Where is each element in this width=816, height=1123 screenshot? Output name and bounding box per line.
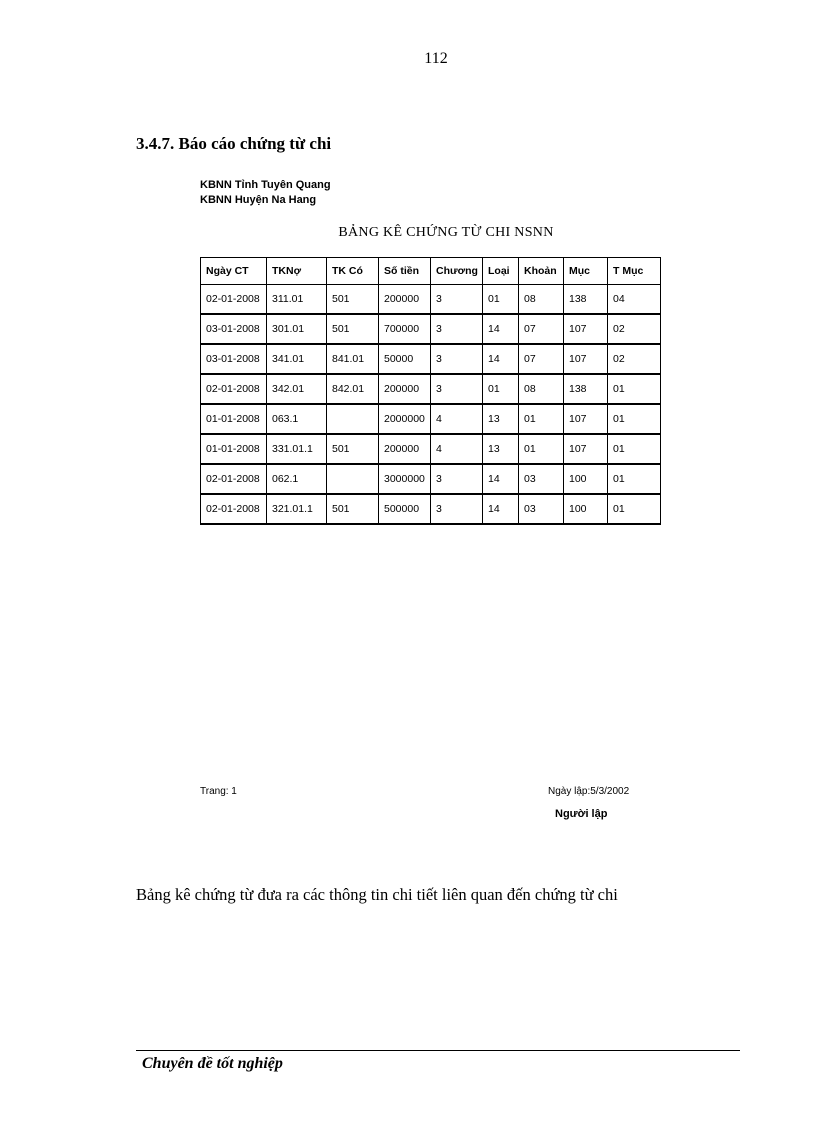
table-cell: 07 — [519, 314, 564, 344]
table-cell: 4 — [431, 434, 483, 464]
table-cell: 01 — [483, 374, 519, 404]
table-cell: 138 — [564, 374, 608, 404]
table-cell: 501 — [327, 285, 379, 315]
table-row — [201, 494, 661, 524]
table-row — [201, 285, 661, 315]
table-cell: 01 — [483, 285, 519, 315]
column-header: Chương — [431, 258, 483, 285]
column-header: Mục — [564, 258, 608, 285]
table-cell: 138 — [564, 285, 608, 315]
table-cell: 01 — [608, 464, 661, 494]
footer-text: Chuyên đề tốt nghiệp — [142, 1055, 283, 1072]
table-cell: 04 — [608, 285, 661, 315]
table-cell: 01-01-2008 — [201, 404, 267, 434]
table-cell: 841.01 — [327, 344, 379, 374]
table-cell: 02-01-2008 — [201, 494, 267, 524]
column-header: Khoản — [519, 258, 564, 285]
table-row — [201, 434, 661, 464]
table-row — [201, 314, 661, 344]
table-row — [201, 374, 661, 404]
column-header: TK Có — [327, 258, 379, 285]
table-cell: 3 — [431, 314, 483, 344]
column-header: Số tiền — [379, 258, 431, 285]
table-cell: 321.01.1 — [267, 494, 327, 524]
table-cell: 08 — [519, 374, 564, 404]
table-cell: 062.1 — [267, 464, 327, 494]
column-header: TKNợ — [267, 258, 327, 285]
page-label: Trang: 1 — [200, 786, 237, 797]
report-title: BẢNG KÊ CHỨNG TỪ CHI NSNN — [338, 225, 554, 240]
table-cell: 3 — [431, 285, 483, 315]
table-cell: 341.01 — [267, 344, 327, 374]
table-cell: 02 — [608, 344, 661, 374]
table-cell: 200000 — [379, 374, 431, 404]
table-cell: 13 — [483, 434, 519, 464]
table-cell: 01 — [608, 434, 661, 464]
table-cell: 100 — [564, 494, 608, 524]
page-number: 112 — [424, 50, 448, 67]
table-cell: 03-01-2008 — [201, 314, 267, 344]
footer-divider — [136, 1050, 740, 1051]
table-cell: 3000000 — [379, 464, 431, 494]
table-cell: 01 — [608, 374, 661, 404]
table-body — [201, 285, 661, 525]
table-cell: 501 — [327, 314, 379, 344]
table-cell: 07 — [519, 344, 564, 374]
table-row — [201, 464, 661, 494]
table-cell: 02-01-2008 — [201, 374, 267, 404]
table-cell: 3 — [431, 374, 483, 404]
date-created: Ngày lập:5/3/2002 — [548, 786, 630, 797]
table-cell: 3 — [431, 344, 483, 374]
column-header: Ngày CT — [201, 258, 267, 285]
table-cell: 01 — [519, 404, 564, 434]
table-cell: 01 — [519, 434, 564, 464]
description-paragraph: Bảng kê chứng từ đưa ra các thông tin chi tiết liên quan đến chứng từ chi — [136, 885, 618, 904]
org-line-district: KBNN Huyện Na Hang — [200, 194, 317, 206]
table-cell: 501 — [327, 434, 379, 464]
table-cell: 200000 — [379, 285, 431, 315]
table-cell: 4 — [431, 404, 483, 434]
table-cell: 500000 — [379, 494, 431, 524]
table-cell: 3 — [431, 464, 483, 494]
table-cell: 03 — [519, 464, 564, 494]
voucher-table — [200, 257, 661, 525]
table-cell: 501 — [327, 494, 379, 524]
table-cell: 342.01 — [267, 374, 327, 404]
table-cell: 02 — [608, 314, 661, 344]
preparer-label: Người lập — [555, 808, 608, 820]
table-cell: 200000 — [379, 434, 431, 464]
table-cell: 3 — [431, 494, 483, 524]
table-cell: 842.01 — [327, 374, 379, 404]
table-cell: 063.1 — [267, 404, 327, 434]
column-header: Loại — [483, 258, 519, 285]
table-header-row — [201, 258, 661, 285]
table-cell: 107 — [564, 404, 608, 434]
table-cell — [327, 404, 379, 434]
table-cell: 03-01-2008 — [201, 344, 267, 374]
table-cell: 01 — [608, 404, 661, 434]
table-cell: 100 — [564, 464, 608, 494]
table-cell: 02-01-2008 — [201, 285, 267, 315]
table-cell: 50000 — [379, 344, 431, 374]
table-cell: 331.01.1 — [267, 434, 327, 464]
column-header: T Mục — [608, 258, 661, 285]
table-cell: 14 — [483, 314, 519, 344]
table-row — [201, 404, 661, 434]
table-cell: 2000000 — [379, 404, 431, 434]
table-cell: 08 — [519, 285, 564, 315]
table-cell: 14 — [483, 344, 519, 374]
table-cell: 107 — [564, 434, 608, 464]
table-cell: 03 — [519, 494, 564, 524]
table-cell — [327, 464, 379, 494]
section-heading: 3.4.7. Báo cáo chứng từ chi — [136, 134, 332, 153]
table-cell: 14 — [483, 464, 519, 494]
table-cell: 107 — [564, 344, 608, 374]
table-cell: 311.01 — [267, 285, 327, 315]
table-cell: 107 — [564, 314, 608, 344]
table-cell: 01-01-2008 — [201, 434, 267, 464]
table-cell: 700000 — [379, 314, 431, 344]
table-cell: 14 — [483, 494, 519, 524]
table-cell: 301.01 — [267, 314, 327, 344]
table-cell: 13 — [483, 404, 519, 434]
table-cell: 02-01-2008 — [201, 464, 267, 494]
table-cell: 01 — [608, 494, 661, 524]
org-line-province: KBNN Tỉnh Tuyên Quang — [200, 179, 331, 191]
table-row — [201, 344, 661, 374]
